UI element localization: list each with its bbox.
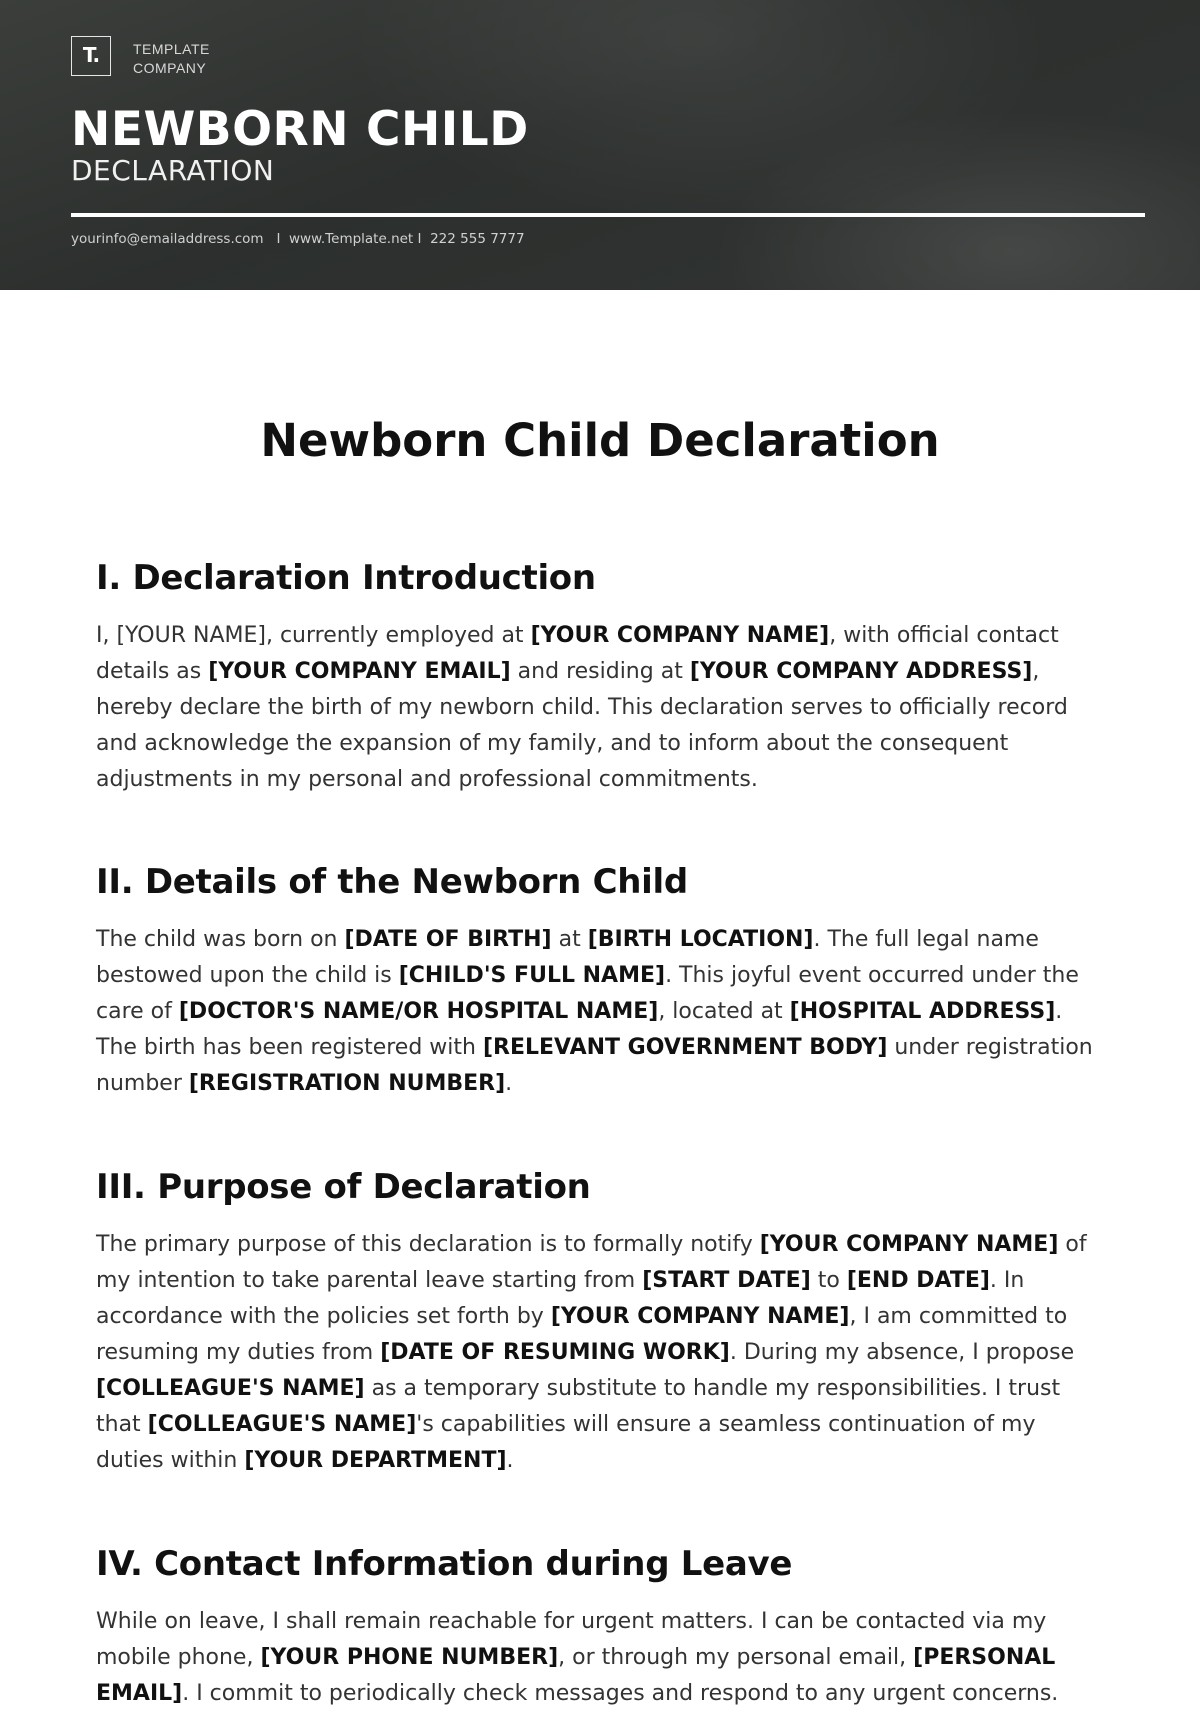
section-heading: II. Details of the Newborn Child <box>96 862 688 902</box>
body-text: . This joyful event occurred under the care of <box>96 963 1079 1024</box>
header-divider <box>71 213 1145 217</box>
body-text: , hereby declare the birth of my newborn child. This declaration serves to officially record and acknowledge the expansion of my family, and to inform about the consequent adjustments in my personal and professional commitments. <box>96 659 1068 792</box>
company-name-line1: TEMPLATE <box>133 41 210 57</box>
placeholder-field: [BIRTH LOCATION] <box>587 927 814 952</box>
company-logo: T. <box>71 36 111 76</box>
body-text: The primary purpose of this declaration is to formally notify <box>96 1232 760 1257</box>
placeholder-field: [END DATE] <box>846 1268 990 1293</box>
header-title: NEWBORN CHILD <box>71 102 529 157</box>
section-newborn-details <box>96 860 1106 1102</box>
placeholder-field: [RELEVANT GOVERNMENT BODY] <box>482 1035 888 1060</box>
body-text: I, [YOUR NAME], currently employed at <box>96 623 531 648</box>
section-heading: I. Declaration Introduction <box>96 558 596 598</box>
section-contact-during-leave <box>96 1542 1106 1712</box>
document-header <box>0 0 1200 290</box>
placeholder-field: [YOUR COMPANY ADDRESS] <box>689 659 1033 684</box>
body-text: to <box>810 1268 847 1293</box>
body-text: , with official contact details as <box>96 623 1059 684</box>
body-text: . The full legal name bestowed upon the child is <box>96 927 1039 988</box>
body-text: . The birth has been registered with <box>96 999 1063 1060</box>
placeholder-field: [COLLEAGUE'S NAME] <box>96 1376 365 1401</box>
placeholder-field: [YOUR COMPANY NAME] <box>550 1304 850 1329</box>
body-text: of my intention to take parental leave starting from <box>96 1232 1087 1293</box>
placeholder-field: [REGISTRATION NUMBER] <box>188 1071 506 1096</box>
body-text: and residing at <box>510 659 690 684</box>
section-body <box>96 1604 1106 1712</box>
company-name <box>133 40 210 78</box>
header-subtitle: DECLARATION <box>71 154 275 187</box>
body-text: . I commit to periodically check messages and respond to any urgent concerns. <box>182 1681 1059 1706</box>
body-text: While on leave, I shall remain reachable for urgent matters. I can be contacted via my mobile phone, <box>96 1609 1047 1670</box>
section-heading: IV. Contact Information during Leave <box>96 1544 793 1584</box>
body-text: , I am committed to resuming my duties from <box>96 1304 1068 1365</box>
section-body <box>96 618 1106 798</box>
header-contact-info: yourinfo@emailaddress.com I www.Template.net I 222 555 7777 <box>71 231 525 247</box>
section-body <box>96 922 1106 1102</box>
body-text: under registration number <box>96 1035 1093 1096</box>
placeholder-field: [DATE OF BIRTH] <box>344 927 552 952</box>
body-text: . In accordance with the policies set forth by <box>96 1268 1025 1329</box>
section-heading: III. Purpose of Declaration <box>96 1167 591 1207</box>
section-body <box>96 1227 1106 1479</box>
body-text: The child was born on <box>96 927 345 952</box>
company-name-line2: COMPANY <box>133 60 207 76</box>
placeholder-field: [HOSPITAL ADDRESS] <box>789 999 1056 1024</box>
body-text: as a temporary substitute to handle my responsibilities. I trust that <box>96 1376 1061 1437</box>
body-text: . <box>506 1448 514 1473</box>
section-purpose <box>96 1165 1106 1479</box>
placeholder-field: [CHILD'S FULL NAME] <box>398 963 666 988</box>
body-text: . <box>505 1071 513 1096</box>
body-text: . During my absence, I propose <box>729 1340 1075 1365</box>
document-title: Newborn Child Declaration <box>260 414 940 467</box>
body-text: , located at <box>658 999 790 1024</box>
placeholder-field: [START DATE] <box>642 1268 811 1293</box>
placeholder-field: [DOCTOR'S NAME/OR HOSPITAL NAME] <box>178 999 659 1024</box>
placeholder-field: [YOUR COMPANY EMAIL] <box>208 659 511 684</box>
placeholder-field: [DATE OF RESUMING WORK] <box>380 1340 730 1365</box>
placeholder-field: [COLLEAGUE'S NAME] <box>147 1412 417 1437</box>
body-text: , or through my personal email, <box>558 1645 914 1670</box>
body-text: 's capabilities will ensure a seamless continuation of my duties within <box>96 1412 1036 1473</box>
placeholder-field: [YOUR DEPARTMENT] <box>244 1448 507 1473</box>
placeholder-field: [YOUR PHONE NUMBER] <box>260 1645 559 1670</box>
body-text: at <box>551 927 588 952</box>
placeholder-field: [YOUR COMPANY NAME] <box>759 1232 1059 1257</box>
placeholder-field: [PERSONAL EMAIL] <box>96 1645 1056 1706</box>
placeholder-field: [YOUR COMPANY NAME] <box>530 623 830 648</box>
section-introduction <box>96 556 1106 798</box>
